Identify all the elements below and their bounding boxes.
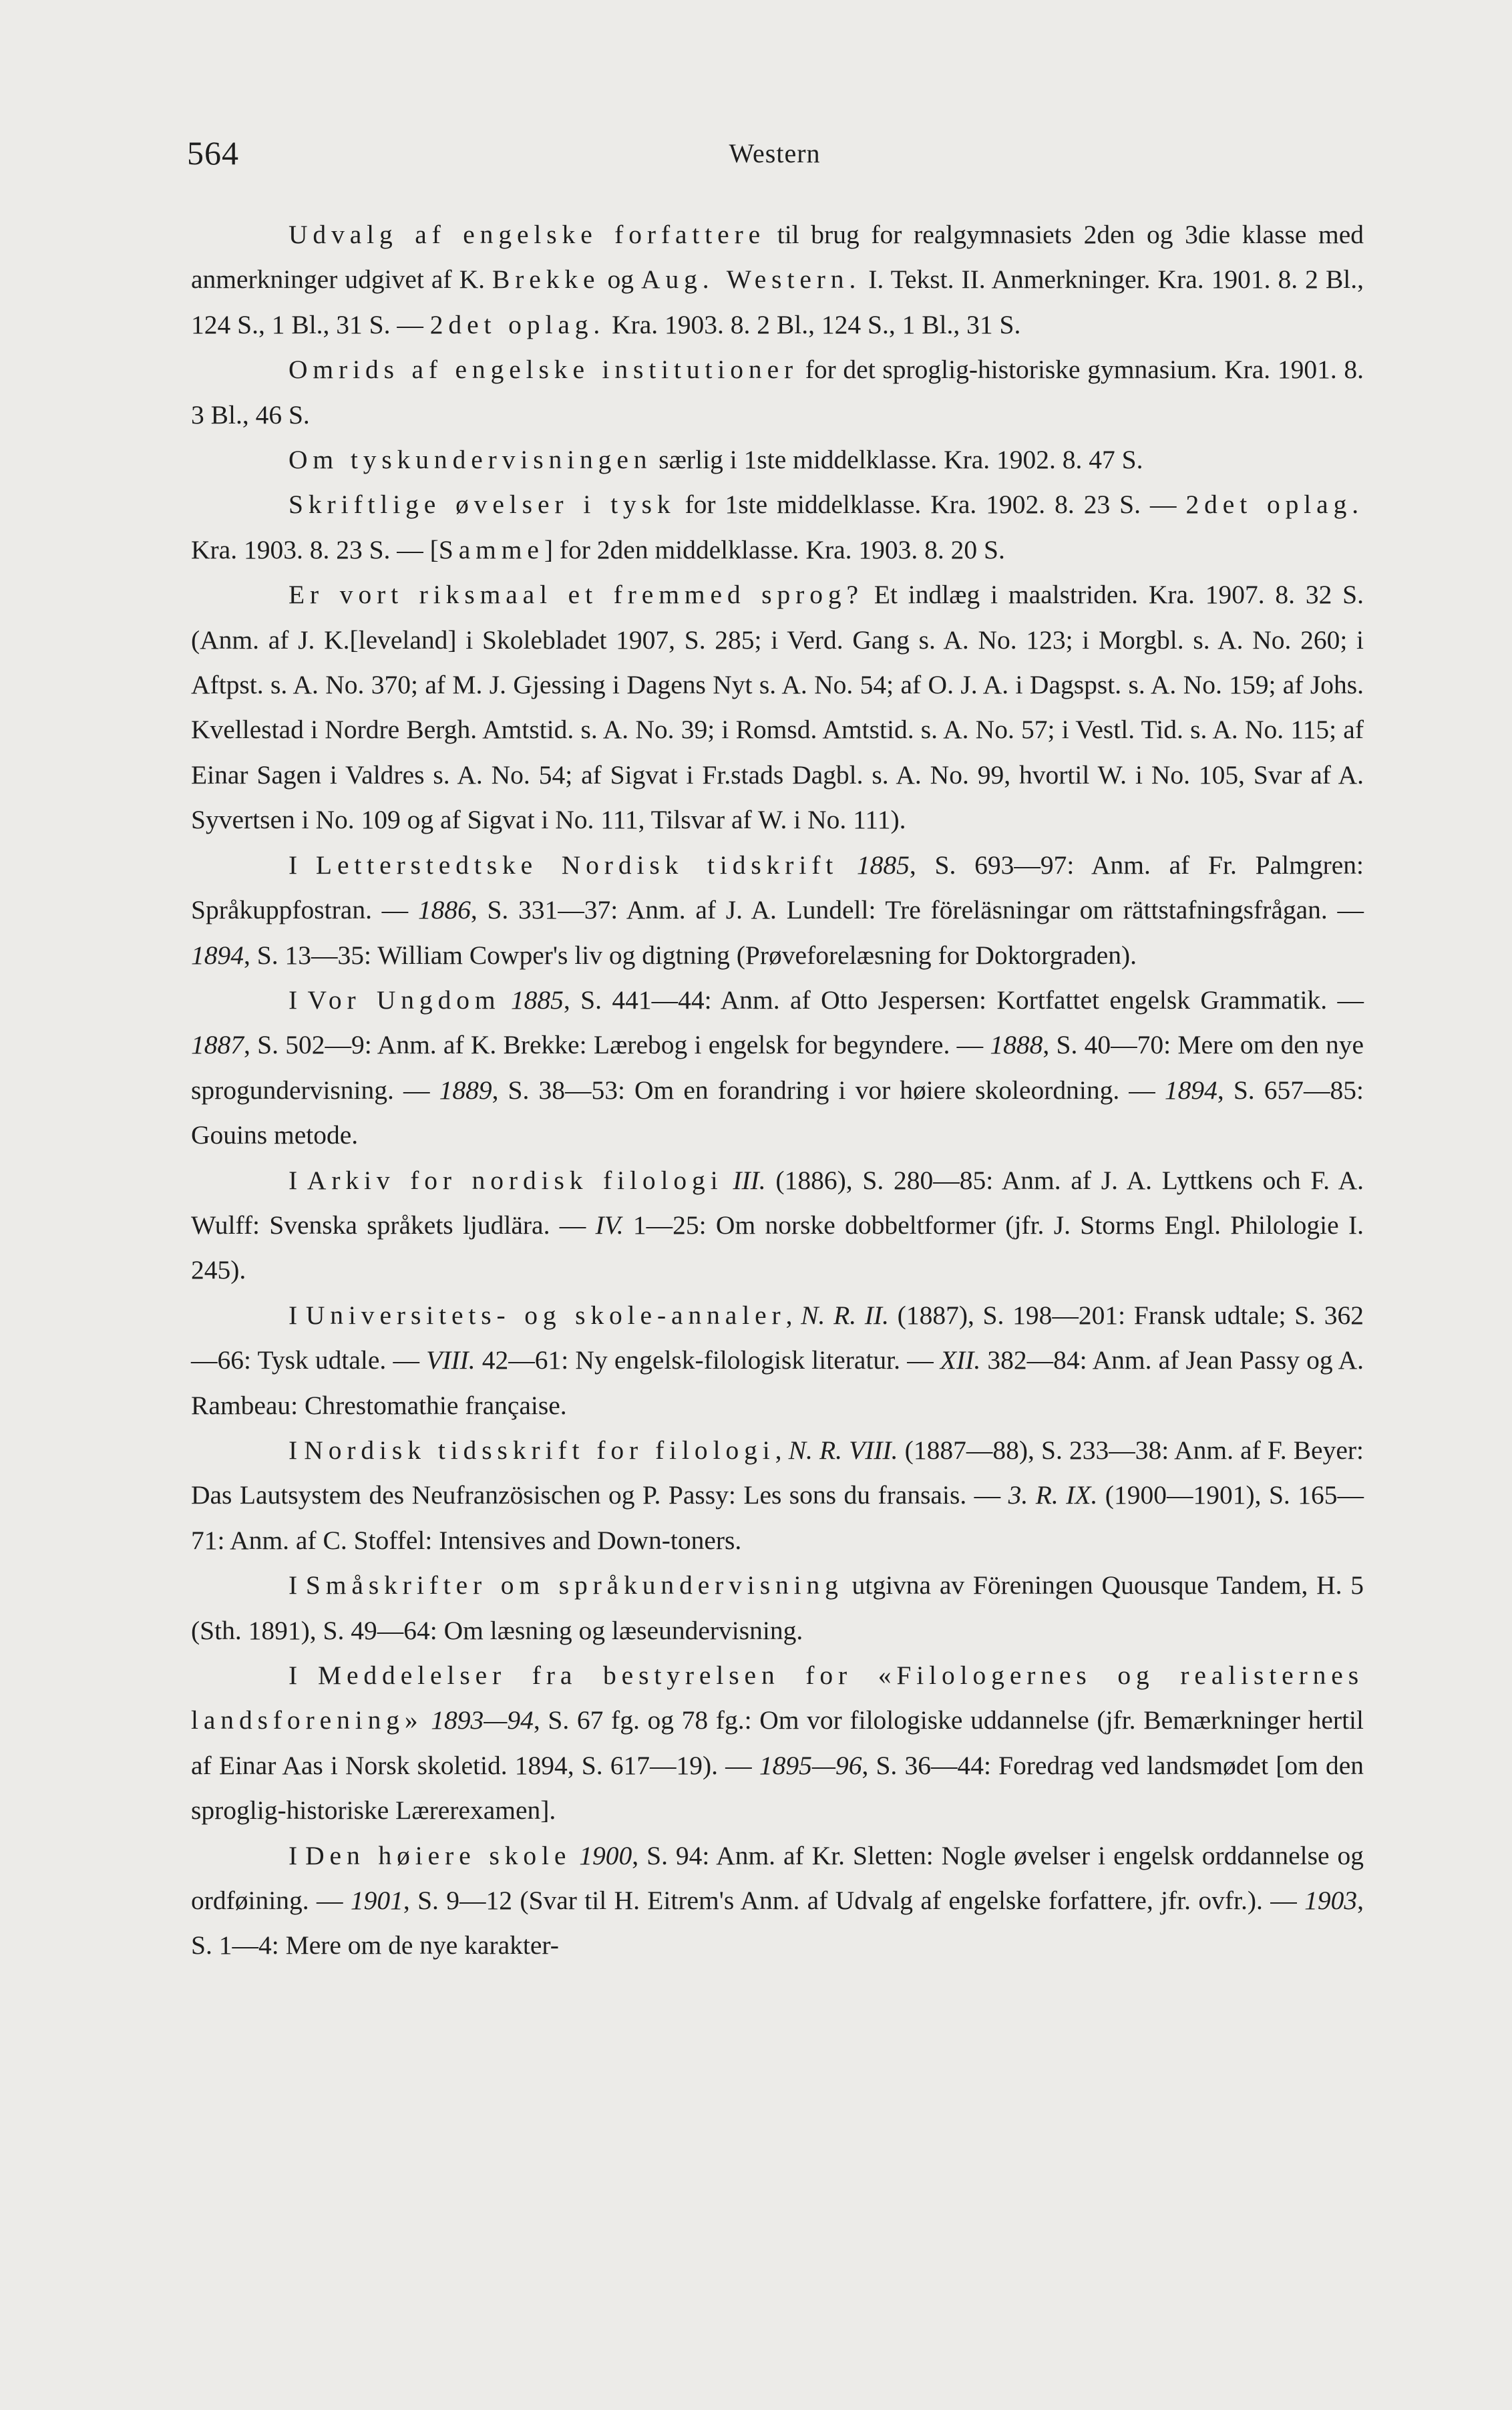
entry-text: I <box>289 850 316 880</box>
entry-text: I <box>289 985 308 1015</box>
spaced-title: Omrids af engelske institutioner <box>289 355 799 385</box>
spaced-title: Om tyskundervisningen <box>289 445 652 475</box>
entry-text: , S. 502—9: Anm. af K. Brekke: Lærebog i engelsk for begyndere. — <box>244 1030 990 1060</box>
italic-ref: IV. <box>595 1210 624 1240</box>
entry-text: I <box>289 1165 307 1195</box>
bibliography-entry <box>191 1834 1364 1968</box>
entry-text: for det sproglig-historiske gymnasium. Kra. 1901. 8. 3 Bl., 46 S. <box>191 355 1364 429</box>
entry-text <box>423 1705 431 1735</box>
entry-text: Kra. 1903. 8. 23 S. — [ <box>191 534 439 564</box>
running-head: Western <box>729 138 821 168</box>
spaced-title: Udvalg af engelske forfattere <box>289 220 766 249</box>
entry-text: og <box>600 265 642 295</box>
spaced-title: Småskrifter om språkundervisning <box>305 1570 843 1600</box>
italic-ref: 1886 <box>417 895 471 925</box>
entry-text: , S. 9—12 (Svar til H. Eitrem's Anm. af Udvalg af engelske forfattere, jfr. ovfr.). — <box>403 1886 1305 1916</box>
page-header <box>187 134 1362 180</box>
bibliography-entry <box>191 347 1364 438</box>
entry-text: (1900—1901), S. 165—71: Anm. af C. Stoffel: Intensives and Down-toners. <box>191 1480 1364 1555</box>
entry-text: særlig i 1ste middelklasse. Kra. 1902. 8. 47 S. <box>652 445 1143 475</box>
italic-ref: 1894 <box>191 940 244 970</box>
entry-text: , S. 38—53: Om en forandring i vor høiere skoleordning. — <box>492 1075 1165 1105</box>
entry-text <box>723 1166 733 1195</box>
entry-text: , S. 441—44: Anm. af Otto Jespersen: Kortfattet engelsk Grammatik. — <box>563 985 1364 1015</box>
entry-text: , S. 1—4: Mere om de nye karakter- <box>191 1886 1364 1960</box>
italic-ref: N. R. VIII. <box>788 1435 898 1465</box>
entry-text: Et indlæg i maalstriden. Kra. 1907. 8. 32 S. (Anm. af J. K.[leveland] i Skolebladet 1907, S. 285; i Verd. Gang s. A. No. 123; i Morgbl. s. A. No. 260; i Aftpst. s. A. No. 370; af M. J. Gjessing i Dagens Nyt s. A. No. 54; af O. J. A. i Dagspst. s. A. No. 159; af Johs. Kvellestad i Nordre Bergh. Amtstid. s. A. No. 39; i Romsd. Amtstid. s. A. No. 57; i Vestl. Tid. s. A. No. 115; af Einar Sagen i Valdres s. A. No. 54; af Sigvat i Fr.stads Dagbl. s. A. No. 99, hvortil W. i No. 105, Svar af A. Syvertsen i No. 109 og af Sigvat i No. 111, Tilsvar af W. i No. 111). <box>191 580 1364 835</box>
bibliography-entry <box>191 438 1364 482</box>
spaced-title: Nordisk tidsskrift for filologi <box>304 1435 775 1465</box>
bibliography-entry <box>191 212 1364 347</box>
entry-text: 42—61: Ny engelsk-filologisk literatur. — <box>475 1345 940 1375</box>
entry-text: , S. 36—44: Foredrag ved landsmødet [om den sproglig-historiske Lærerexamen]. <box>191 1750 1364 1826</box>
entry-text: , S. 67 fg. og 78 fg.: Om vor filologiske uddannelse (jfr. Bemærkninger hertil af Einar Aas i Norsk skoletid. 1894, S. 617—19). — <box>191 1705 1364 1780</box>
italic-ref: 1893—94 <box>431 1705 534 1735</box>
bibliography-body <box>191 212 1364 1968</box>
entry-text: , S. 657—85: Gouins metode. <box>191 1075 1364 1150</box>
spaced-title: Samme <box>438 534 544 564</box>
bibliography-entry <box>191 978 1364 1158</box>
bibliography-entry <box>191 1158 1364 1293</box>
italic-ref: 1903 <box>1304 1886 1358 1916</box>
italic-ref: 1885 <box>856 850 910 880</box>
entry-text: , S. 13—35: William Cowper's liv og digtning (Prøveforelæsning for Doktorgraden). <box>244 940 1137 970</box>
italic-ref: 1895—96 <box>759 1750 862 1780</box>
entry-text: til brug for realgymnasiets 2den og 3die klasse med anmerkninger udgivet af K. <box>191 220 1364 295</box>
spaced-title: Er vort riksmaal et fremmed sprog? <box>289 580 864 610</box>
entry-text: I <box>289 1435 305 1465</box>
entry-text: I <box>289 1300 306 1330</box>
page-number: 564 <box>187 134 239 172</box>
entry-text: (1886), S. 280—85: Anm. af J. A. Lyttkens och F. A. Wulff: Svenska språkets ljudlära. — <box>191 1165 1364 1240</box>
spaced-title: Aug. Western. <box>641 265 862 295</box>
bibliography-entry <box>191 1293 1364 1428</box>
entry-text: , S. 40—70: Mere om den nye sprogundervisning. — <box>191 1030 1364 1105</box>
entry-text: , <box>775 1435 789 1465</box>
italic-ref: 1888 <box>990 1030 1043 1060</box>
entry-text: , <box>785 1300 801 1330</box>
entry-text: I <box>289 1840 306 1870</box>
spaced-title: Universitets- og skole-annaler <box>305 1300 786 1330</box>
entry-text: Kra. 1903. 8. 2 Bl., 124 S., 1 Bl., 31 S. <box>605 309 1021 339</box>
entry-text: 382—84: Anm. af Jean Passy og A. Rambeau: Chrestomathie française. <box>191 1345 1364 1420</box>
italic-ref: 1885 <box>510 985 564 1015</box>
entry-text: ] for 2den middelklasse. Kra. 1903. 8. 20 S. <box>544 534 1005 564</box>
entry-text: I. Tekst. II. Anmerkninger. Kra. 1901. 8. 2 Bl., 124 S., 1 Bl., 31 S. — <box>191 265 1364 339</box>
entry-text: , S. 94: Anm. af Kr. Sletten: Nogle øvelser i engelsk orddannelse og ordføining. — <box>191 1840 1364 1916</box>
spaced-title: Arkiv for nordisk filologi <box>307 1165 723 1195</box>
spaced-title: Brekke <box>492 265 600 295</box>
entry-text <box>501 985 511 1015</box>
entry-text <box>838 850 857 880</box>
bibliography-entry <box>191 1653 1364 1834</box>
entry-text: , S. 331—37: Anm. af J. A. Lundell: Tre föreläsningar om rättstafningsfrågan. — <box>470 895 1364 925</box>
entry-text: utgivna av Föreningen Quousque Tandem, H. 5 (Sth. 1891), S. 49—64: Om læsning og læseundervisning. <box>191 1570 1364 1645</box>
italic-ref: N. R. II. <box>801 1300 889 1330</box>
italic-ref: 1889 <box>439 1075 492 1105</box>
entry-text: 1—25: Om norske dobbeltformer (jfr. J. Storms Engl. Philologie I. 245). <box>191 1210 1364 1285</box>
italic-ref: III. <box>733 1165 766 1195</box>
entry-text: , S. 693—97: Anm. af Fr. Palmgren: Språkuppfostran. — <box>191 850 1364 925</box>
entry-text: for 1ste middelklasse. Kra. 1902. 8. 23 S. — <box>675 490 1186 520</box>
entry-text: I <box>289 1570 306 1600</box>
bibliography-entry <box>191 1563 1364 1653</box>
italic-ref: 1887 <box>191 1030 244 1060</box>
spaced-title: 2det oplag. <box>1185 490 1364 520</box>
spaced-title: Den høiere skole <box>305 1840 572 1870</box>
entry-text <box>571 1841 579 1870</box>
italic-ref: VIII. <box>426 1345 476 1375</box>
italic-ref: XII. <box>940 1345 981 1375</box>
bibliography-entry <box>191 1428 1364 1563</box>
spaced-title: Letterstedtske Nordisk tidskrift <box>315 850 839 880</box>
bibliography-entry <box>191 482 1364 572</box>
spaced-title: Skriftlige øvelser i tysk <box>289 490 676 520</box>
spaced-title: Meddelelser fra bestyrelsen for «Filologernes og realisternes landsforening» <box>191 1661 1364 1735</box>
bibliography-entry <box>191 572 1364 842</box>
entry-text: (1887), S. 198—201: Fransk udtale; S. 362—66: Tysk udtale. — <box>191 1300 1364 1375</box>
entry-text: I <box>289 1661 318 1690</box>
spaced-title: 2det oplag. <box>429 309 606 339</box>
entry-text: (1887—88), S. 233—38: Anm. af F. Beyer: Das Lautsystem des Neufranzösischen og P. Passy: Les sons du fransais. — <box>191 1435 1364 1510</box>
italic-ref: 1894 <box>1164 1075 1217 1105</box>
italic-ref: 1901 <box>350 1886 403 1916</box>
italic-ref: 3. R. IX. <box>1008 1480 1098 1510</box>
bibliography-entry <box>191 843 1364 978</box>
spaced-title: Vor Ungdom <box>307 985 501 1015</box>
italic-ref: 1900 <box>579 1840 632 1870</box>
